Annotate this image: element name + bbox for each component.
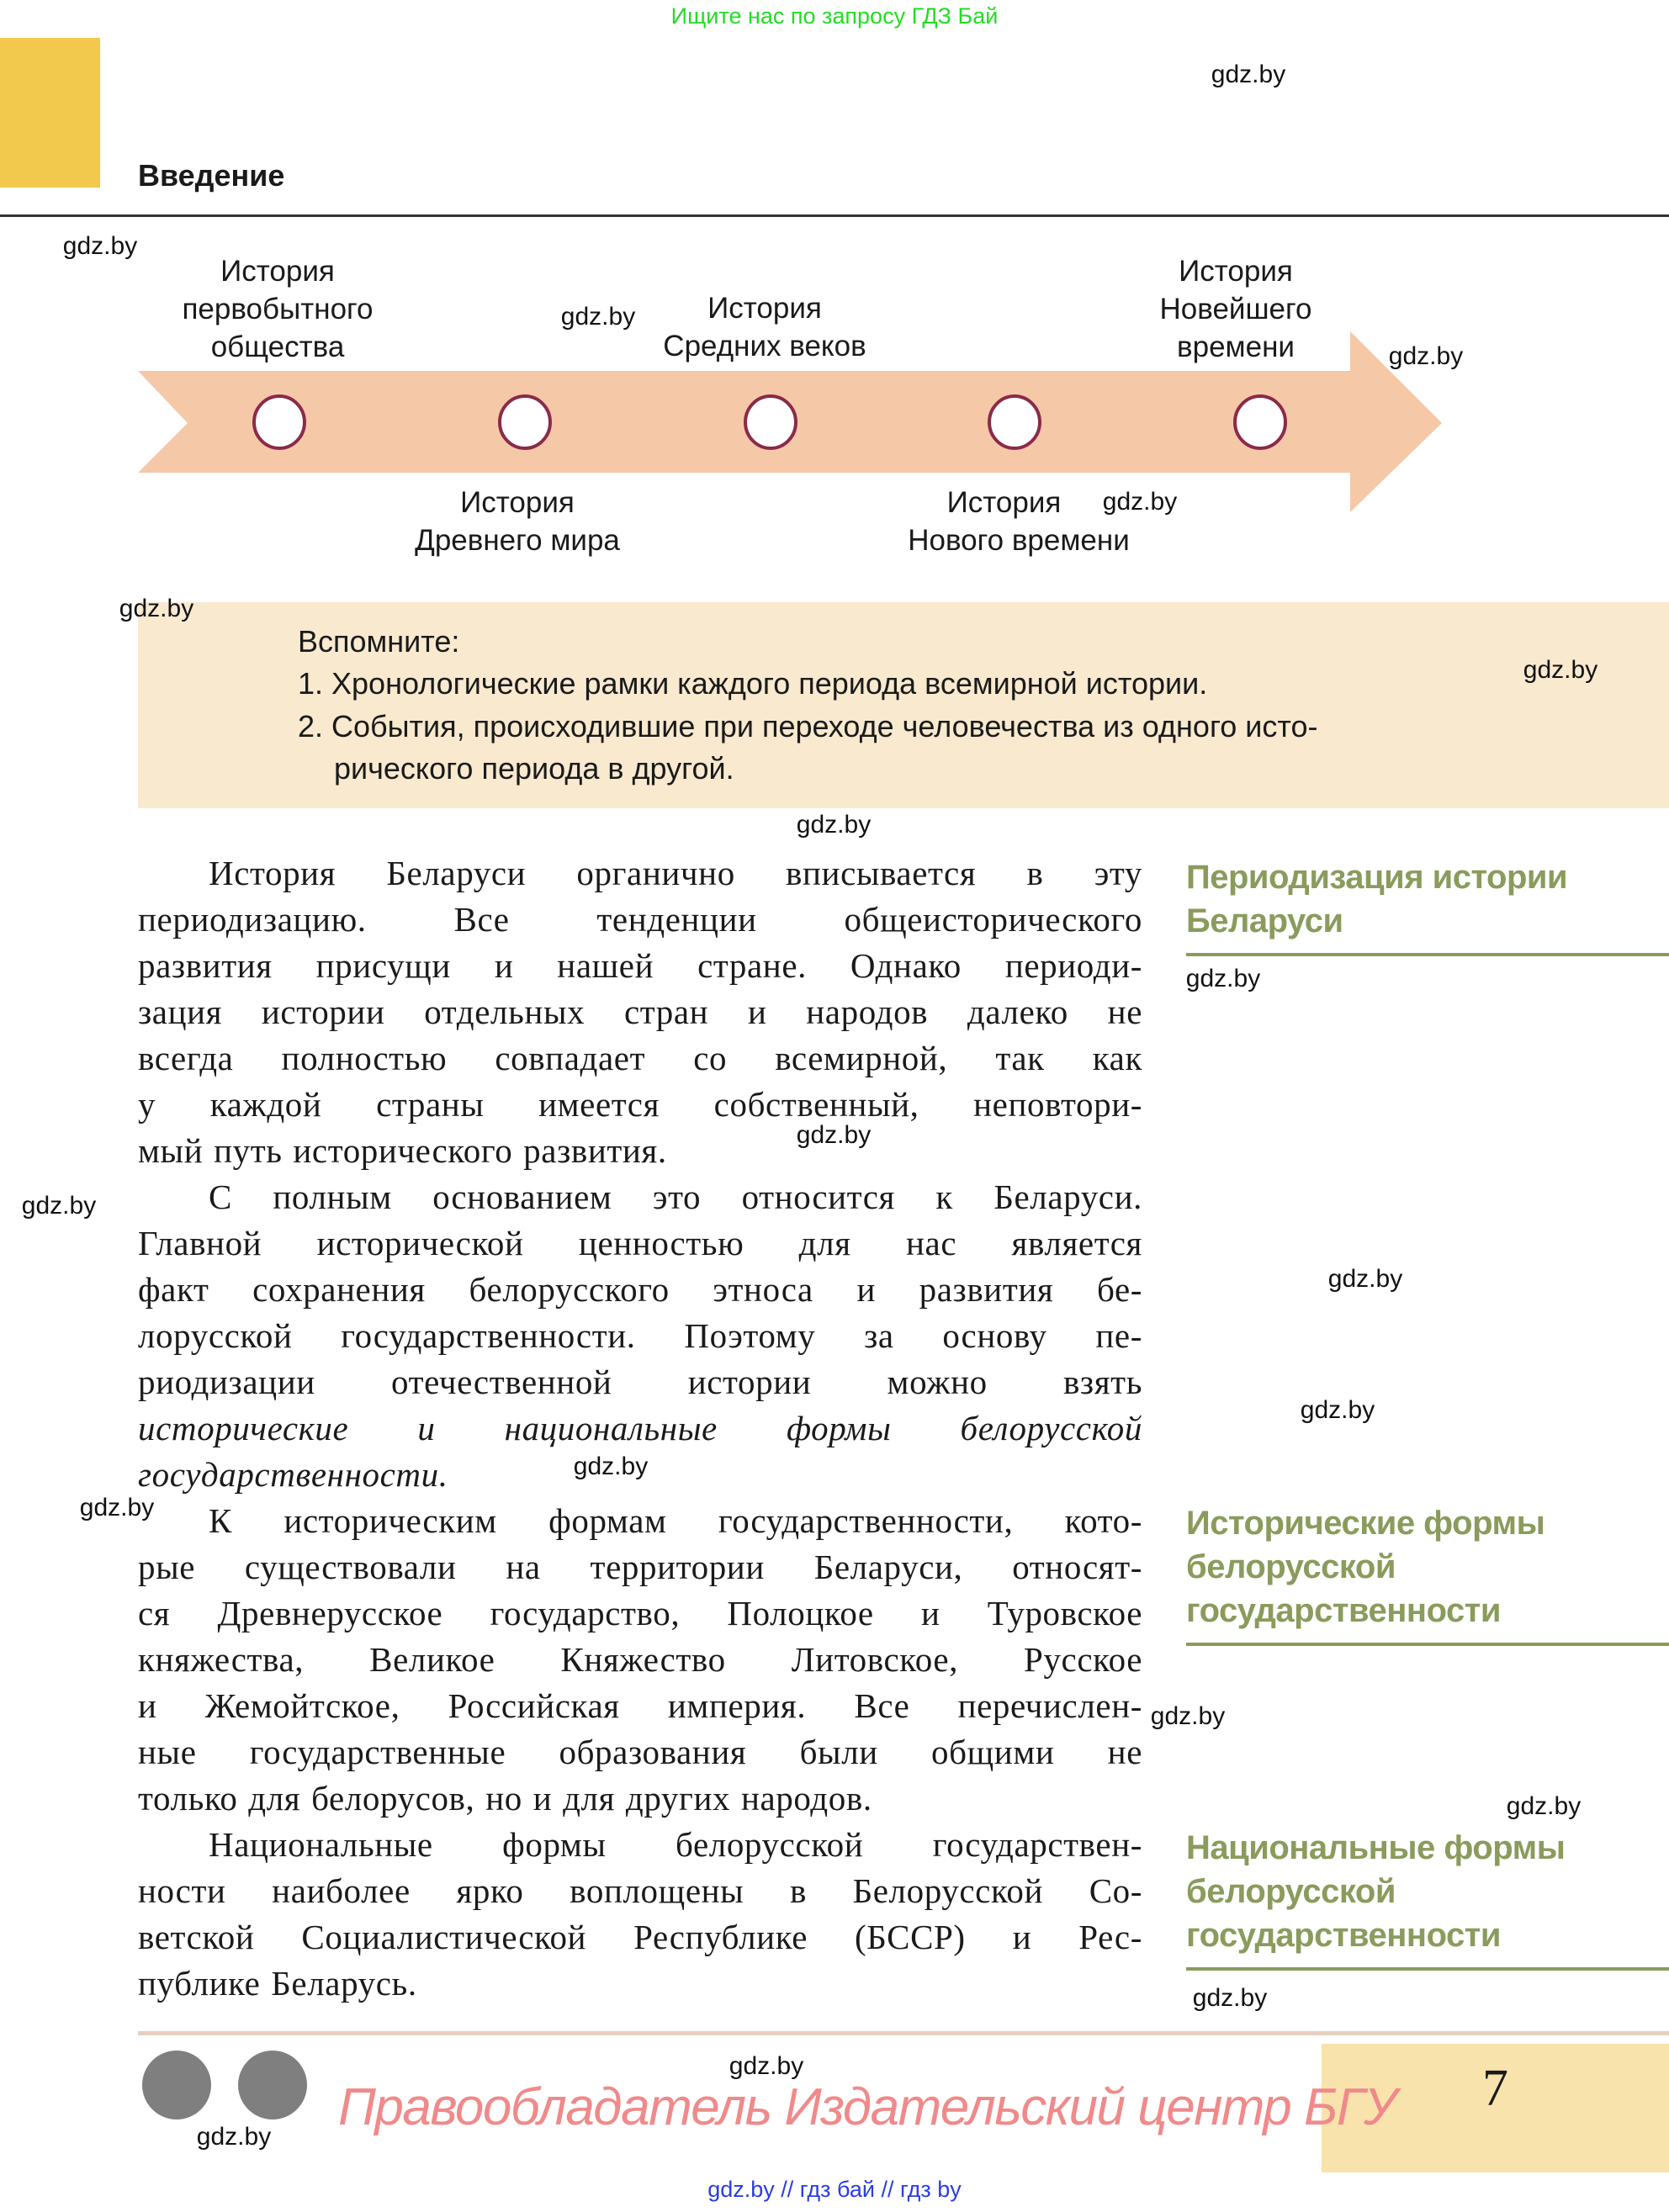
body-text-line: только для белорусов, но и для других народов. (138, 1779, 872, 1818)
timeline-node-contemporary (1235, 396, 1285, 448)
footer-links[interactable]: gdz.by // гдз бай // гдз by (707, 2177, 962, 2202)
sidebar-divider (1186, 1967, 1669, 1971)
site-watermark: gdz.by (1300, 1396, 1375, 1424)
heading-line: государственности (1186, 1592, 1501, 1629)
body-text-line: ветской Социалистической Республике (БССР) и Рес- (138, 1918, 1142, 1956)
timeline-label-contemporary (1160, 252, 1312, 366)
site-watermark: gdz.by (796, 811, 872, 839)
heading-line: государственности (1186, 1917, 1501, 1954)
body-text-line: ности наиболее ярко воплощены в Белорусской Со- (138, 1871, 1142, 1910)
label-line: История (1179, 255, 1293, 288)
label-line: История (707, 292, 822, 325)
body-text-line: Главной исторической ценностью для нас является (138, 1224, 1142, 1262)
site-watermark: gdz.by (1327, 1265, 1403, 1293)
body-text-line: ся Древнерусское государство, Полоцкое и Туровское (138, 1594, 1142, 1633)
timeline-label-middle-ages (663, 289, 866, 365)
body-text-line: публике Беларусь. (138, 1964, 417, 2003)
label-line: Древнего мира (415, 524, 620, 557)
site-watermark: gdz.by (1150, 1702, 1226, 1730)
label-line: времени (1177, 331, 1295, 363)
label-line: Нового времени (908, 524, 1130, 557)
site-watermark: gdz.by (1102, 488, 1178, 516)
body-text-line: развития присущи и нашей стране. Однако периоди- (138, 946, 1142, 985)
body-text-line: рые существовали на территории Беларуси, относят- (138, 1548, 1142, 1586)
reminder-item-2-cont: рического периода в другой. (334, 751, 734, 786)
label-line: Средних веков (663, 330, 866, 362)
body-text-line: Национальные формы белорусской государствен- (209, 1825, 1142, 1864)
heading-line: Периодизация истории (1186, 859, 1568, 896)
reminder-item-2: 2. События, происходившие при переходе человечества из одного исто- (298, 709, 1318, 744)
label-line: История (460, 486, 575, 519)
body-text-line: периодизацию. Все тенденции общеисторического (138, 900, 1142, 939)
page-dot-icon (142, 2051, 211, 2119)
page-number: 7 (1482, 2060, 1508, 2117)
body-text-line: мый путь исторического развития. (138, 1131, 667, 1170)
sidebar-heading-national-forms (1186, 1826, 1565, 1957)
site-watermark: gdz.by (21, 1192, 97, 1220)
timeline-label-modern (908, 484, 1130, 559)
site-watermark: gdz.by (560, 303, 636, 331)
body-text-line: исторические и национальные формы белорусской (138, 1409, 1142, 1447)
site-watermark: gdz.by (573, 1453, 649, 1480)
label-line: общества (210, 331, 345, 363)
timeline-node-ancient (500, 396, 550, 448)
timeline-label-ancient (415, 484, 620, 559)
reminder-title: Вспомните: (298, 624, 460, 659)
heading-line: белорусской (1186, 1873, 1396, 1910)
site-watermark: gdz.by (62, 232, 138, 260)
body-text-line: княжества, Великое Княжество Литовское, Русское (138, 1640, 1142, 1679)
body-text-line: всегда полностью совпадает со всемирной, так как (138, 1039, 1142, 1077)
copyright-watermark: Правообладатель Издательский центр БГУ (338, 2078, 1396, 2136)
label-line: первобытного (182, 293, 374, 325)
body-text-line: История Беларуси органично вписывается в эту (209, 854, 1142, 892)
site-watermark: gdz.by (729, 2052, 804, 2080)
body-text-line: риодизации отечественной истории можно взять (138, 1363, 1142, 1401)
body-text-line: факт сохранения белорусского этноса и развития бе- (138, 1270, 1142, 1309)
footer-divider (138, 2031, 1669, 2035)
heading-line: Исторические формы (1186, 1505, 1545, 1542)
body-text-line: К историческим формам государственности, кото- (209, 1501, 1142, 1540)
body-text-line: ные государственные образования были общими не (138, 1733, 1142, 1771)
site-watermark: gdz.by (79, 1494, 155, 1521)
body-text-line: государственности. (138, 1455, 448, 1494)
sidebar-heading-periodization (1186, 855, 1567, 943)
body-text-line: С полным основанием это относится к Беларуси. (209, 1177, 1142, 1216)
site-watermark: gdz.by (119, 595, 194, 622)
page-dot-icon (238, 2051, 307, 2119)
site-watermark: gdz.by (1523, 656, 1598, 684)
site-watermark: gdz.by (1211, 61, 1286, 88)
site-watermark: gdz.by (1192, 1984, 1268, 2012)
timeline-node-modern (989, 396, 1040, 448)
site-watermark: gdz.by (1506, 1792, 1582, 1820)
label-line: История (220, 255, 335, 288)
body-text-line: лорусской государственности. Поэтому за основу пе- (138, 1316, 1142, 1355)
sidebar-divider (1186, 1643, 1669, 1646)
sidebar-divider (1186, 953, 1669, 956)
heading-line: Беларуси (1186, 902, 1343, 939)
body-text-line: у каждой страны имеется собственный, неповтори- (138, 1085, 1142, 1124)
site-watermark: gdz.by (796, 1121, 872, 1149)
timeline-label-primitive (182, 252, 373, 366)
label-line: История (946, 486, 1062, 519)
site-watermark: gdz.by (196, 2123, 272, 2151)
search-banner[interactable]: Ищите нас по запросу ГДЗ Бай (670, 3, 999, 29)
label-line: Новейшего (1159, 293, 1312, 325)
sidebar-heading-historical-forms (1186, 1501, 1544, 1633)
body-text-line: и Жемойтское, Российская империя. Все перечислен- (138, 1686, 1142, 1725)
body-text-line: зация истории отдельных стран и народов далеко не (138, 992, 1142, 1031)
reminder-item-1: 1. Хронологические рамки каждого периода всемирной истории. (298, 666, 1208, 701)
section-title: Введение (138, 158, 285, 193)
timeline-node-primitive (254, 396, 305, 448)
timeline-node-middle-ages (745, 396, 796, 448)
site-watermark: gdz.by (1388, 342, 1464, 370)
heading-line: белорусской (1186, 1548, 1396, 1585)
heading-line: Национальные формы (1186, 1829, 1566, 1866)
site-watermark: gdz.by (1185, 965, 1261, 992)
